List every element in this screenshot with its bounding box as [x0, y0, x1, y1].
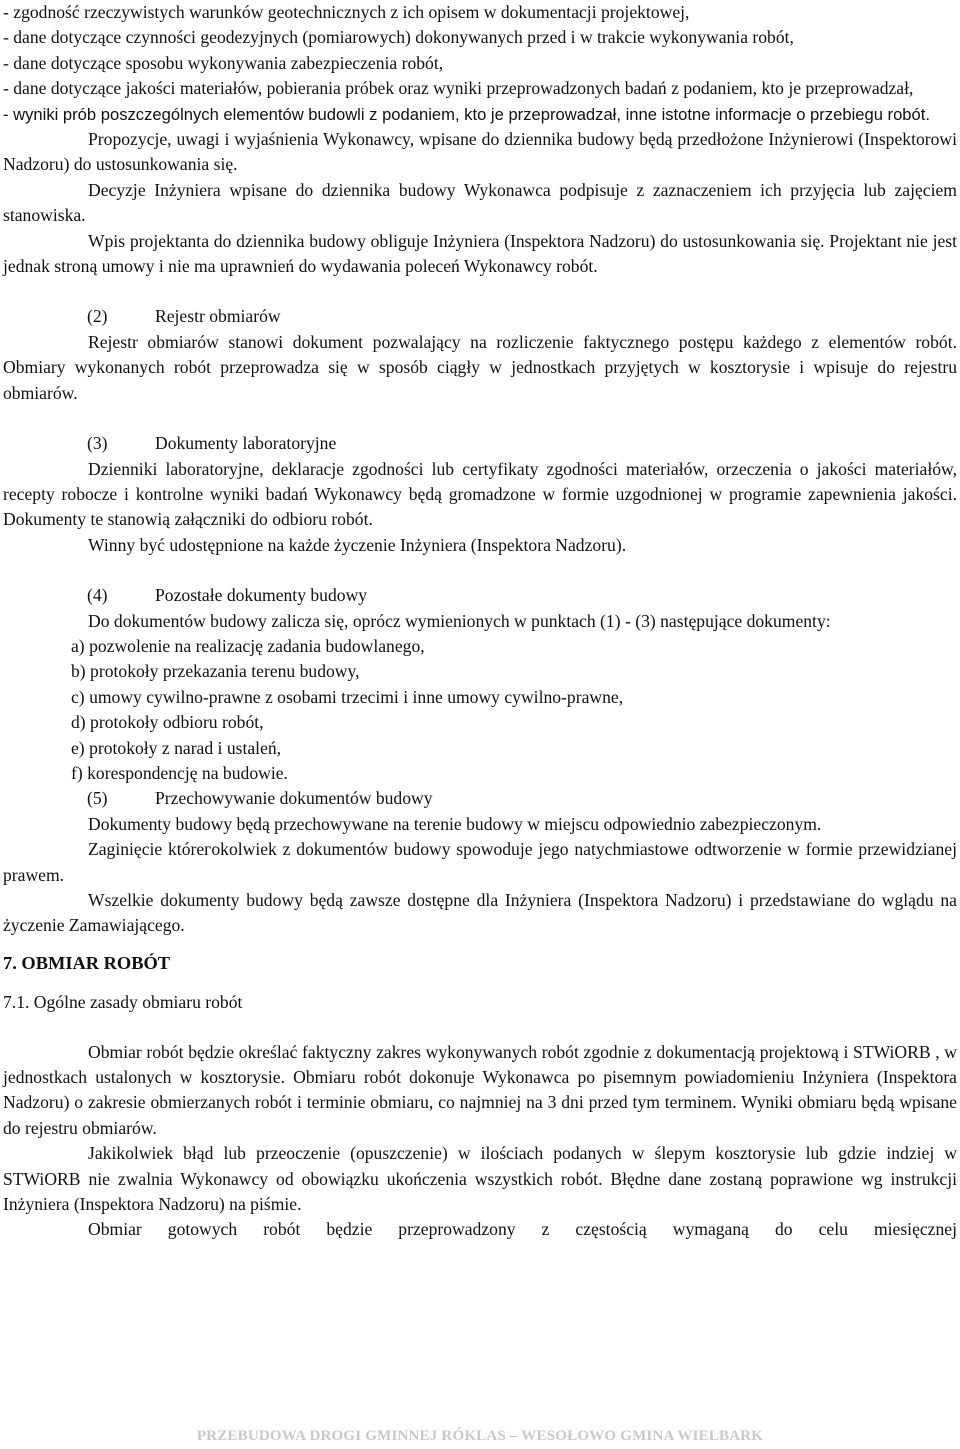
list-intro	[3, 0, 957, 127]
section-number: (4)	[87, 585, 108, 606]
paragraph-7-1-c: Obmiar gotowych robót będzie przeprowadzony z częstością wymaganą do celu miesięcznej	[88, 1219, 957, 1240]
section-title: Dokumenty laboratoryjne	[155, 433, 337, 454]
section-5-body-3: Wszelkie dokumenty budowy będą zawsze dostępne dla Inżyniera (Inspektora Nadzoru) i przedstawiane do wglądu na życzenie Zamawiającego.	[3, 890, 957, 936]
list-item: - dane dotyczące czynności geodezyjnych (pomiarowych) dokonywanych przed i w trakcie wykonywania robót,	[3, 27, 794, 48]
paragraph-7-1-a: Obmiar robót będzie określać faktyczny zakres wykonywanych robót zgodnie z dokumentacją projektową i STWiORB , w jednostkach ustalonych w kosztorysie. Obmiaru robót dokonuje Wykonawca po pisemnym powiadomieniu Inżyniera (Inspektora Nadzoru) o zakresie obmierzanych robót i terminie obmiaru, co najmniej na 3 dni przed tym terminem. Wyniki obmiaru będą wpisane do rejestru obmiarów.	[3, 1041, 957, 1138]
document-page	[3, 0, 957, 1243]
paragraph-decyzje: Decyzje Inżyniera wpisane do dziennika budowy Wykonawca podpisuje z zaznaczeniem ich przyjęcia lub zajęciem stanowiska.	[3, 179, 957, 226]
paragraph-wpis: Wpis projektanta do dziennika budowy obliguje Inżyniera (Inspektora Nadzoru) do ustosunkowania się. Projektant nie jest jednak stroną umowy i nie ma uprawnień do wydawania poleceń Wykonawcy robót.	[3, 230, 957, 277]
list-item: - dane dotyczące sposobu wykonywania zabezpieczenia robót,	[3, 52, 444, 73]
heading-chapter-7: 7. OBMIAR ROBÓT	[3, 952, 171, 973]
list-item: c) umowy cywilno-prawne z osobami trzecimi i inne umowy cywilno-prawne,	[71, 686, 624, 707]
list-item: - dane dotyczące jakości materiałów, pobierania próbek oraz wyniki przeprowadzonych badań z podaniem, kto je przeprowadzał,	[3, 78, 914, 99]
list-item: d) protokoły odbioru robót,	[71, 712, 264, 733]
section-title: Pozostałe dokumenty budowy	[155, 585, 368, 606]
list-item: f) korespondencję na budowie.	[71, 762, 288, 783]
list-item: - wyniki prób poszczególnych elementów budowli z podaniem, kto je przeprowadzał, inne istotne informacje o przebiegu robót.	[3, 104, 930, 124]
section-3-body: Dzienniki laboratoryjne, deklaracje zgodności lub certyfikaty zgodności materiałów, orzeczenia o jakości materiałów, recepty robocze i kontrolne wyniki badań Wykonawcy będą gromadzone w formie uzgodnionej w programie zapewnienia jakości. Dokumenty te stanowią załączniki do odbioru robót.	[3, 458, 957, 530]
section-4-heading	[3, 583, 957, 608]
section-number: (2)	[87, 306, 108, 327]
section-number: (5)	[87, 788, 108, 809]
paragraph-7-1-b: Jakikolwiek błąd lub przeoczenie (opuszczenie) w ilościach podanych w ślepym kosztorysie lub gdzie indziej w STWiORB nie zwalnia Wykonawcy od obowiązku ukończenia wszystkich robót. Błędne dane zostaną poprawione wg instrukcji Inżyniera (Inspektora Nadzoru) na piśmie.	[3, 1143, 957, 1215]
section-title: Przechowywanie dokumentów budowy	[155, 788, 433, 809]
section-2-heading	[3, 304, 957, 329]
list-item: a) pozwolenie na realizację zadania budowlanego,	[71, 635, 425, 656]
section-2-body: Rejestr obmiarów stanowi dokument pozwalający na rozliczenie faktycznego postępu każdego z elementów robót. Obmiary wykonanych robót przeprowadza się w sposób ciągły w jednostkach przyjętych w kosztorysie i wpisuje do rejestru obmiarów.	[3, 331, 957, 403]
page-footer: PRZEBUDOWA DROGI GMINNEJ RÓKLAS – WESOŁOWO GMINA WIELBARK	[196, 1428, 764, 1444]
list-item: b) protokoły przekazania terenu budowy,	[71, 661, 360, 682]
section-5-heading	[3, 786, 957, 811]
section-4-list	[3, 634, 957, 786]
section-3-heading	[3, 431, 957, 456]
section-4-body: Do dokumentów budowy zalicza się, oprócz wymienionych w punktach (1) - (3) następujące dokumenty:	[88, 610, 831, 631]
section-3-body-2: Winny być udostępnione na każde życzenie Inżyniera (Inspektora Nadzoru).	[88, 534, 627, 555]
section-number: (3)	[87, 433, 108, 454]
section-5-body: Dokumenty budowy będą przechowywane na terenie budowy w miejscu odpowiednio zabezpieczonym.	[88, 813, 822, 834]
list-item: - zgodność rzeczywistych warunków geotechnicznych z ich opisem w dokumentacji projektowej,	[3, 2, 690, 22]
heading-7-1: 7.1. Ogólne zasady obmiaru robót	[3, 992, 243, 1013]
paragraph-propozycje: Propozycje, uwagi i wyjaśnienia Wykonawcy, wpisane do dziennika budowy będą przedłożone Inżynierowi (Inspektorowi Nadzoru) do ustosunkowania się.	[3, 129, 957, 175]
list-item: e) protokoły z narad i ustaleń,	[71, 737, 282, 758]
section-5-body-2: Zaginięcie którегokolwiek z dokumentów budowy spowoduje jego natychmiastowe odtworzenie w formie przewidzianej prawem.	[3, 839, 957, 885]
section-title: Rejestr obmiarów	[155, 306, 281, 327]
